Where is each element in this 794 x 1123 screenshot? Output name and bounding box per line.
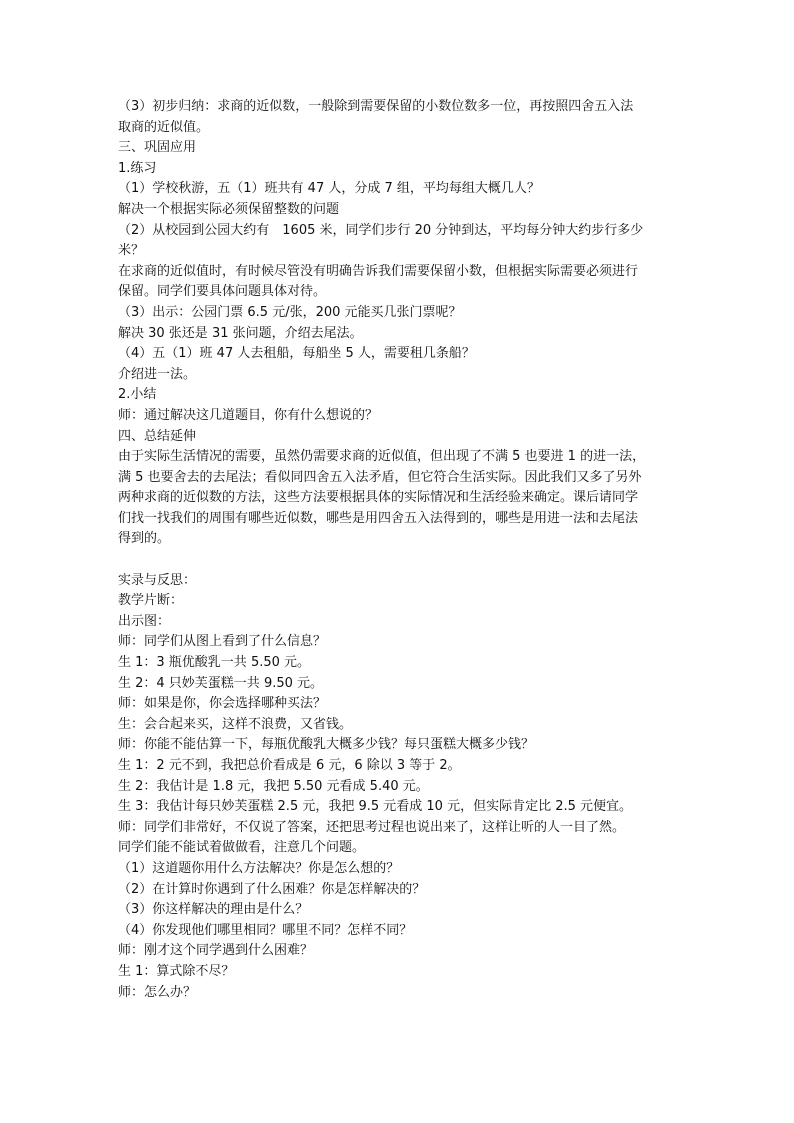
text-line: 2.小结 bbox=[118, 387, 157, 403]
text-line: 解决 30 张还是 31 张问题，介绍去尾法。 bbox=[118, 325, 363, 341]
text-line: 介绍进一法。 bbox=[118, 366, 197, 382]
text-line: 生 1：3 瓶优酸乳一共 5.50 元。 bbox=[118, 655, 311, 671]
text-line: 实录与反思： bbox=[118, 572, 197, 588]
text-line: 师：通过解决这几道题目，你有什么想说的？ bbox=[118, 407, 379, 423]
text-line: （3）初步归纳：求商的近似数，一般除到需要保留的小数位数多一位，再按照四舍五入法 bbox=[118, 99, 634, 114]
text-line: 得到的。 bbox=[118, 531, 171, 547]
text-line: 生 3：我估计每只妙芙蛋糕 2.5 元，我把 9.5 元看成 10 元，但实际肯定比 2.5 元便宜。 bbox=[118, 799, 633, 815]
text-line: 师：你能不能估算一下，每瓶优酸乳大概多少钱？每只蛋糕大概多少钱？ bbox=[118, 737, 535, 753]
text-line: 出示图： bbox=[118, 613, 171, 629]
text-line: （4）你发现他们哪里相同？哪里不同？怎样不同？ bbox=[118, 922, 413, 938]
text-line: （2）从校园到公园大约有 1605 米，同学们步行 20 分钟到达，平均每分钟大约步行多少 bbox=[118, 222, 644, 238]
text-line: 师：如果是你，你会选择哪种买法？ bbox=[118, 696, 327, 712]
text-line: （1）这道题你用什么方法解决？你是怎么想的？ bbox=[118, 860, 400, 876]
text-line: 四、总结延伸 bbox=[118, 428, 197, 444]
text-line: 米？ bbox=[118, 243, 145, 259]
text-line: 生 2：我估计是 1.8 元，我把 5.50 元看成 5.40 元。 bbox=[118, 778, 429, 794]
text-line: 生 1：2 元不到，我把总价看成是 6 元，6 除以 3 等于 2。 bbox=[118, 758, 461, 773]
text-line: 1.练习 bbox=[118, 160, 157, 176]
text-line: 生 2：4 只妙芙蛋糕一共 9.50 元。 bbox=[118, 675, 324, 691]
text-line: （3）你这样解决的理由是什么？ bbox=[118, 902, 309, 918]
text-line: 教学片断： bbox=[118, 593, 184, 609]
text-line: 师：同学们非常好，不仅说了答案，还把思考过程也说出来了，这样让听的人一目了然。 bbox=[118, 819, 626, 835]
text-line: （1）学校秋游，五（1）班共有 47 人，分成 7 组，平均每组大概几人？ bbox=[118, 181, 540, 197]
text-line: 解决一个根据实际必须保留整数的问题 bbox=[118, 201, 340, 217]
document-body bbox=[118, 97, 688, 1003]
blank-line bbox=[118, 550, 688, 571]
text-line: 两种求商的近似数的方法，这些方法要根据具体的实际情况和生活经验来确定。课后请同学 bbox=[118, 490, 639, 506]
text-line: 师：同学们从图上看到了什么信息？ bbox=[118, 634, 327, 650]
text-line: 取商的近似值。 bbox=[118, 119, 210, 135]
text-line: 满 5 也要舍去的去尾法；看似同四舍五入法矛盾，但它符合生活实际。因此我们又多了另外 bbox=[118, 469, 642, 485]
text-line: 保留。同学们要具体问题具体对待。 bbox=[118, 284, 327, 300]
text-line: 三、巩固应用 bbox=[118, 140, 197, 156]
text-line: 同学们能不能试着做做看，注意几个问题。 bbox=[118, 840, 366, 856]
text-line: 师：刚才这个同学遇到什么困难？ bbox=[118, 943, 314, 959]
text-line: 在求商的近似值时，有时候尽管没有明确告诉我们需要保留小数，但根据实际需要必须进行 bbox=[118, 263, 639, 279]
text-line: 生 1：算式除不尽？ bbox=[118, 963, 235, 979]
text-line: （2）在计算时你遇到了什么困难？你是怎样解决的？ bbox=[118, 881, 426, 897]
text-line: 们找一找我们的周围有哪些近似数，哪些是用四舍五入法得到的，哪些是用进一法和去尾法 bbox=[118, 510, 639, 526]
text-line: 由于实际生活情况的需要，虽然仍需要求商的近似值，但出现了不满 5 也要进 1 的进一法， bbox=[118, 449, 646, 465]
text-line: 生：会合起来买，这样不浪费，又省钱。 bbox=[118, 716, 353, 732]
text-line: （3）出示：公园门票 6.5 元/张，200 元能买几张门票呢？ bbox=[118, 304, 462, 320]
text-line: （4）五（1）班 47 人去租船，每船坐 5 人，需要租几条船？ bbox=[118, 346, 475, 362]
text-line: 师：怎么办？ bbox=[118, 984, 197, 1000]
